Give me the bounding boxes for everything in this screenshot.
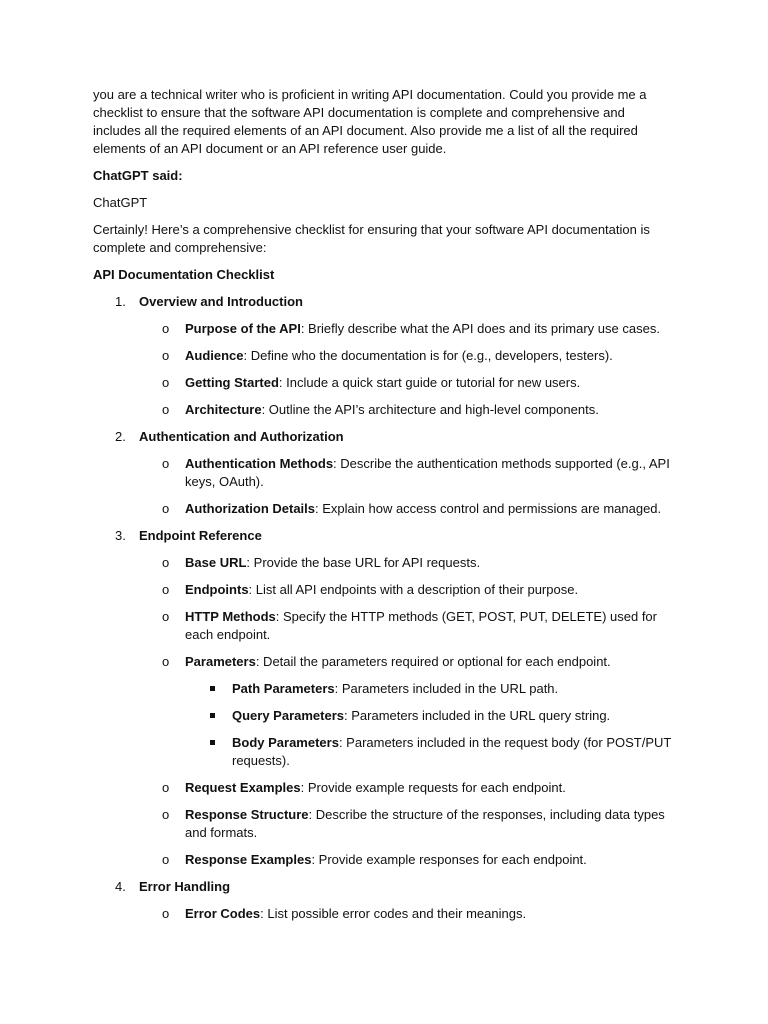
item-description: : Include a quick start guide or tutorial for new users. — [278, 375, 581, 390]
section-title: Error Handling — [139, 879, 231, 894]
item-description: : Parameters included in the URL path. — [334, 681, 559, 696]
list-item — [93, 779, 673, 797]
item-term: Authentication Methods — [185, 456, 334, 471]
item-description: : Specify the HTTP methods (GET, POST, PUT, DELETE) used for each endpoint. — [185, 609, 657, 642]
item-description: : List all API endpoints with a description of their purpose. — [248, 582, 579, 597]
bullet-marker: o — [162, 375, 170, 390]
item-term: Query Parameters — [232, 708, 345, 723]
bullet-marker: o — [162, 582, 170, 597]
section-overview — [93, 293, 673, 311]
section-number: 3. — [115, 528, 126, 543]
item-description: : Provide example responses for each endpoint. — [311, 852, 587, 867]
item-term: Response Structure — [185, 807, 309, 822]
bullet-marker: o — [162, 501, 170, 516]
bullet-marker: o — [162, 780, 170, 795]
list-item — [93, 500, 673, 518]
list-item — [93, 851, 673, 869]
item-term: Parameters — [185, 654, 256, 669]
list-item — [93, 554, 673, 572]
item-term: Path Parameters — [232, 681, 335, 696]
item-description: : List possible error codes and their meanings. — [260, 906, 527, 921]
item-term: Authorization Details — [185, 501, 316, 516]
section-error-handling — [93, 878, 673, 896]
item-term: Error Codes — [185, 906, 261, 921]
bullet-marker: o — [162, 402, 170, 417]
item-description: : Define who the documentation is for (e.g., developers, testers). — [243, 348, 613, 363]
response-intro: Certainly! Here’s a comprehensive checklist for ensuring that your software API documentation is complete and comprehensive: — [93, 222, 650, 255]
list-item — [93, 401, 673, 419]
item-description: : Provide example requests for each endpoint. — [300, 780, 566, 795]
bullet-marker: o — [162, 456, 170, 471]
item-description: : Parameters included in the request body (for POST/PUT requests). — [232, 735, 672, 768]
item-description: : Describe the structure of the responses, including data types and formats. — [185, 807, 665, 840]
section-title: Authentication and Authorization — [139, 429, 344, 444]
item-term: Response Examples — [185, 852, 312, 867]
item-term: Request Examples — [185, 780, 301, 795]
list-item — [93, 374, 673, 392]
bullet-marker: o — [162, 906, 170, 921]
section-title: Endpoint Reference — [139, 528, 262, 543]
list-item — [93, 806, 673, 842]
sub-list-item — [93, 734, 673, 770]
document-page — [93, 86, 673, 932]
item-description: : Outline the API’s architecture and high-level components. — [261, 402, 599, 417]
section-number: 2. — [115, 429, 126, 444]
user-prompt: you are a technical writer who is proficient in writing API documentation. Could you provide me a checklist to ensure that the software API documentation is complete and comprehensive and includes all the required elements of an API document. Also provide me a list of all the required elements of an API document or an API reference user guide. — [93, 87, 647, 156]
section-title: Overview and Introduction — [139, 294, 303, 309]
item-description: : Describe the authentication methods supported (e.g., API keys, OAuth). — [185, 456, 670, 489]
list-item — [93, 455, 673, 491]
square-bullet-icon — [210, 740, 215, 745]
item-term: HTTP Methods — [185, 609, 276, 624]
bullet-marker: o — [162, 321, 170, 336]
list-item — [93, 608, 673, 644]
bullet-marker: o — [162, 348, 170, 363]
section-authentication — [93, 428, 673, 446]
square-bullet-icon — [210, 713, 215, 718]
sub-list-item — [93, 680, 673, 698]
list-item — [93, 347, 673, 365]
checklist-title: API Documentation Checklist — [93, 267, 275, 282]
response-header: ChatGPT said: — [93, 168, 183, 183]
section-endpoint-reference — [93, 527, 673, 545]
item-description: : Detail the parameters required or optional for each endpoint. — [255, 654, 611, 669]
sub-list-item — [93, 707, 673, 725]
item-term: Purpose of the API — [185, 321, 301, 336]
section-number: 4. — [115, 879, 126, 894]
bullet-marker: o — [162, 807, 170, 822]
bullet-marker: o — [162, 555, 170, 570]
list-item — [93, 905, 673, 923]
item-description: : Explain how access control and permissions are managed. — [315, 501, 662, 516]
list-item — [93, 581, 673, 599]
bullet-marker: o — [162, 654, 170, 669]
bullet-marker: o — [162, 609, 170, 624]
item-term: Endpoints — [185, 582, 249, 597]
item-term: Audience — [185, 348, 244, 363]
bullet-marker: o — [162, 852, 170, 867]
speaker-name: ChatGPT — [93, 195, 148, 210]
item-description: : Briefly describe what the API does and its primary use cases. — [300, 321, 660, 336]
item-description: : Provide the base URL for API requests. — [246, 555, 481, 570]
item-description: : Parameters included in the URL query string. — [344, 708, 611, 723]
item-term: Getting Started — [185, 375, 279, 390]
section-number: 1. — [115, 294, 126, 309]
list-item — [93, 653, 673, 671]
list-item — [93, 320, 673, 338]
item-term: Architecture — [185, 402, 262, 417]
square-bullet-icon — [210, 686, 215, 691]
item-term: Base URL — [185, 555, 247, 570]
item-term: Body Parameters — [232, 735, 339, 750]
